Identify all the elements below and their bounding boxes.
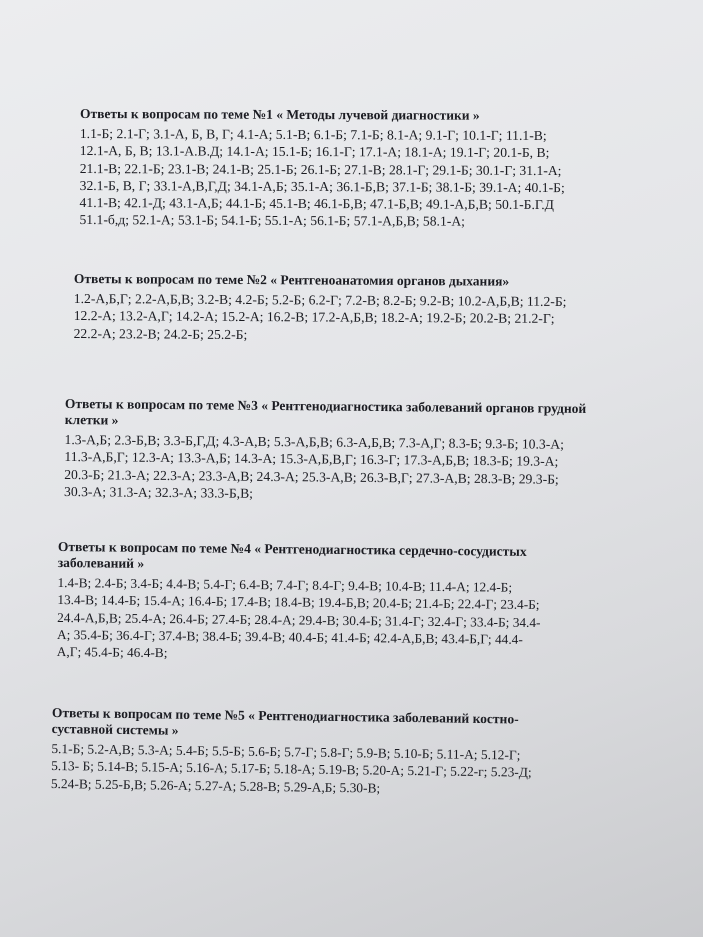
answer-line: 22.2-А; 23.2-В; 24.2-Б; 25.2-Б; [73, 325, 248, 342]
topic-4-answers [57, 539, 690, 667]
answer-line: 12.1-А, Б, В; 13.1-А.В.Д; 14.1-А; 15.1-Б; 16.1-Г; 17.1-А; 18.1-А; 19.1-Г; 20.1-Б, В; [79, 143, 550, 161]
answer-line: 24.4-А,Б,В; 25.4-А; 26.4-Б; 27.4-Б; 28.4-А; 29.4-В; 30.4-Б; 31.4-Г; 32.4-Г; 33.4-Б; 34.4- [57, 609, 541, 630]
answer-line: 1.1-Б; 2.1-Г; 3.1-А, Б, В, Г; 4.1-А; 5.1-В; 6.1-Б; 7.1-Б; 8.1-А; 9.1-Г; 10.1-Г; 11.1-В; [79, 125, 547, 144]
topic-5-title: Ответы к вопросам по теме №5 « Рентгенодиагностика заболеваний костно- суставной системы » [51, 705, 519, 738]
answer-line: А,Г; 45.4-Б; 46.4-В; [56, 644, 168, 661]
answer-line: 1.4-В; 2.4-Б; 3.4-Б; 4.4-В; 5.4-Г; 6.4-В; 7.4-Г; 8.4-Г; 9.4-В; 10.4-В; 11.4-А; 12.4-Б; [57, 574, 513, 595]
answer-line: 12.2-А; 13.2-А,Г; 14.2-А; 15.2-А; 16.2-В; 17.2-А,Б,В; 18.2-А; 19.2-Б; 20.2-В; 21.2-Г; [73, 308, 555, 327]
topic-4-title: Ответы к вопросам по теме №4 « Рентгенодиагностика сердечно-сосудистых заболеваний » [57, 539, 527, 571]
topic-3-title: Ответы к вопросам по теме №3 « Рентгенодиагностика заболеваний органов грудной клетки » [64, 396, 587, 428]
topic-3-answer-lines [64, 431, 690, 506]
answer-line: 21.1-В; 22.1-Б; 23.1-В; 24.1-В; 25.1-Б; 26.1-Б; 27.1-В; 28.1-Г; 29.1-Б; 30.1-Г; 31.1-А; [79, 160, 562, 178]
answer-line: 1.2-А,Б,Г; 2.2-А,Б,В; 3.2-В; 4.2-Б; 5.2-Б; 6.2-Г; 7.2-В; 8.2-Б; 9.2-В; 10.2-А,Б,В; 11.2-Б; [73, 290, 567, 310]
topic-4-answer-lines [57, 574, 690, 667]
answer-line: 5.24-В; 5.25-Б,В; 5.26-А; 5.27-А; 5.28-В; 5.29-А,Б; 5.30-В; [50, 775, 381, 796]
topic-2-answers [74, 271, 684, 346]
answer-line: 30.3-А; 31.3-А; 32.3-А; 33.3-Б,В; [64, 483, 254, 501]
topic-1-title: Ответы к вопросам по теме №1 « Методы лучевой диагностики » [79, 106, 480, 123]
topic-2-title: Ответы к вопросам по теме №2 « Рентгеноанатомия органов дыхания» [73, 271, 510, 289]
answer-line: 11.3-А,Б,Г; 12.3-А; 13.3-А,Б; 14.3-А; 15.3-А,Б,В,Г; 16.3-Г; 17.3-А,Б,В; 18.3-Б; 19.3-А; [64, 449, 559, 470]
topic-1-answer-lines [79, 125, 679, 231]
topic-5-answers [51, 705, 692, 801]
topic-1-answers [79, 106, 680, 231]
answer-line: 5.13- Б; 5.14-В; 5.15-А; 5.16-А; 5.17-Б; 5.18-А; 5.19-В; 5.20-А; 5.21-Г; 5.22-г; 5.23-Д; [51, 758, 532, 781]
topic-5-answer-lines [51, 740, 692, 801]
answer-line: 51.1-б,д; 52.1-А; 53.1-Б; 54.1-Б; 55.1-А; 56.1-Б; 57.1-А,Б,В; 58.1-А; [79, 212, 466, 230]
answer-line: 41.1-В; 42.1-Д; 43.1-А,Б; 44.1-Б; 45.1-В; 46.1-Б,В; 47.1-Б,В; 49.1-А,Б,В; 50.1-Б.Г.Д [79, 195, 554, 213]
answer-line: 32.1-Б, В, Г; 33.1-А,В,Г,Д; 34.1-А,Б; 35.1-А; 36.1-Б,В; 37.1-Б; 38.1-Б; 39.1-А; 40.1-Б; [79, 177, 565, 196]
topic-2-answer-lines [74, 290, 684, 346]
answer-line: А; 35.4-Б; 36.4-Г; 37.4-В; 38.4-Б; 39.4-В; 40.4-Б; 41.4-Б; 42.4-А,Б,В; 43.4-Б,Г; 44.4- [56, 626, 523, 647]
answer-line: 1.3-А,Б; 2.3-Б,В; 3.3-Б,Г,Д; 4.3-А,В; 5.3-А,Б,В; 6.3-А,Б,В; 7.3-А,Г; 8.3-Б; 9.3-Б; 10.3-А; [64, 431, 565, 452]
answer-line: 13.4-В; 14.4-Б; 15.4-А; 16.4-Б; 17.4-В; 18.4-В; 19.4-Б,В; 20.4-Б; 21.4-Б; 22.4-Г; 23.4-Б; [57, 592, 540, 613]
topic-3-answers [64, 396, 690, 506]
answer-line: 20.3-Б; 21.3-А; 22.3-А; 23.3-А,В; 24.3-А; 25.3-А,В; 26.3-В,Г; 27.3-А,В; 28.3-В; 29.3-Б; [64, 466, 559, 487]
answer-line: 5.1-Б; 5.2-А,В; 5.3-А; 5.4-Б; 5.5-Б; 5.6-Б; 5.7-Г; 5.8-Г; 5.9-В; 5.10-Б; 5.11-А; 5.12-Г; [51, 740, 521, 763]
